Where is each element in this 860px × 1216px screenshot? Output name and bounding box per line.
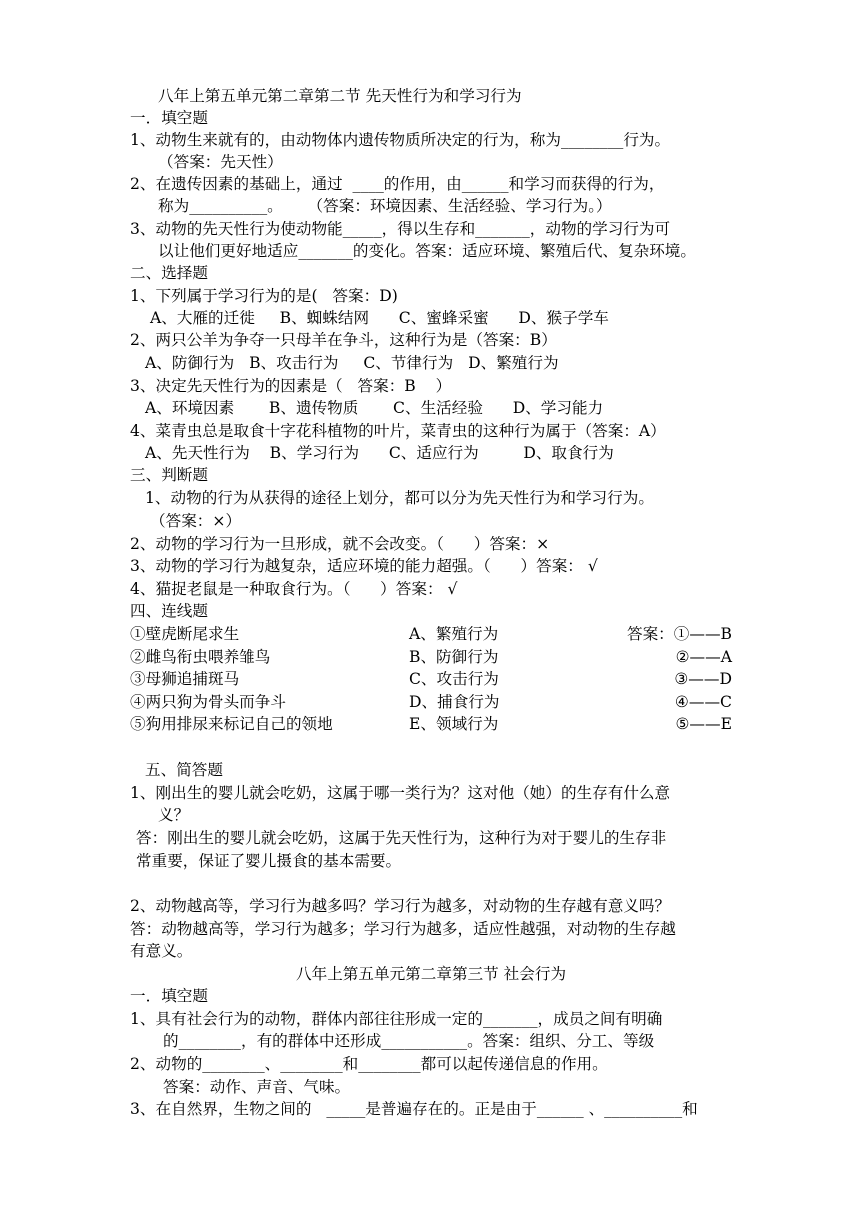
choice-q1-options: A、大雁的迁徙 B、蜘蛛结网 C、蜜蜂采蜜 D、猴子学车 (150, 309, 609, 327)
s2-fill-q1: 1、具有社会行为的动物，群体内部往往形成一定的_______，成员之间有明确 (130, 1010, 663, 1028)
match-answer-5: ⑤——E (675, 715, 732, 733)
short-a2-cont: 有意义。 (130, 942, 193, 960)
match-middle-1: A、繁殖行为 (409, 625, 499, 643)
choice-q4-options: A、先天性行为 B、学习行为 C、适应行为 D、取食行为 (145, 444, 614, 462)
s2-fill-q2: 2、动物的________、________和________都可以起传递信息的作用。 (130, 1055, 608, 1073)
s2-fill-q3: 3、在自然界，生物之间的 _____是普遍存在的。正是由于______ 、__________和 (130, 1100, 698, 1118)
fill-q3: 3、动物的先天性行为使动物能_____，得以生存和_______，动物的学习行为可 (130, 220, 671, 238)
short-a2: 答：动物越高等，学习行为越多；学习行为越多，适应性越强，对动物的生存越 (130, 920, 676, 938)
fill-q2: 2、在遗传因素的基础上，通过 ____的作用，由______和学习而获得的行为， (130, 175, 665, 193)
choice-heading: 二、选择题 (130, 264, 208, 282)
s2-fill-heading: 一．填空题 (130, 987, 208, 1005)
choice-q3: 3、决定先天性行为的因素是（ 答案：B ） (130, 377, 452, 395)
choice-q4: 4、菜青虫总是取食十字花科植物的叶片，菜青虫的这种行为属于（答案：A） (130, 422, 666, 440)
match-answer-2: ②——A (675, 648, 732, 666)
short-a1: 答：刚出生的婴儿就会吃奶，这属于先天性行为，这种行为对于婴儿的生存非 (136, 829, 667, 847)
match-left-3: ③母狮追捕斑马 (130, 670, 240, 688)
short-a1-cont: 常重要，保证了婴儿摄食的基本需要。 (136, 852, 402, 870)
judge-q1-answer: （答案：×） (150, 512, 242, 530)
match-answer-4: ④——C (674, 693, 732, 711)
section2-title: 八年上第五单元第二章第三节 社会行为 (296, 965, 567, 983)
s2-fill-q2-answer: 答案：动作、声音、气味。 (163, 1078, 351, 1096)
fill-q1-answer: （答案：先天性） (158, 153, 283, 171)
match-left-5: ⑤狗用排尿来标记自己的领地 (130, 715, 333, 733)
match-middle-2: B、防御行为 (409, 648, 499, 666)
s2-fill-q1-cont: 的________，有的群体中还形成___________。答案：组织、分工、等级 (163, 1032, 655, 1050)
match-left-4: ④两只狗为骨头而争斗 (130, 693, 286, 711)
match-answer-1: 答案：①——B (626, 625, 732, 643)
match-left-2: ②雌鸟衔虫喂养雏鸟 (130, 648, 271, 666)
judge-q3: 3、动物的学习行为越复杂，适应环境的能力超强。（ ）答案： √ (130, 557, 598, 575)
short-q1-cont: 义？ (158, 806, 190, 824)
match-heading: 四、连线题 (130, 602, 208, 620)
match-middle-3: C、攻击行为 (409, 670, 499, 688)
choice-q3-options: A、环境因素 B、遗传物质 C、生活经验 D、学习能力 (145, 399, 604, 417)
choice-q2-options: A、防御行为 B、攻击行为 C、节律行为 D、繁殖行为 (145, 354, 559, 372)
fill-q1: 1、动物生来就有的，由动物体内遗传物质所决定的行为，称为________行为。 (130, 131, 671, 149)
fill-heading: 一．填空题 (130, 109, 208, 127)
choice-q1: 1、下列属于学习行为的是( 答案：D) (130, 287, 398, 305)
short-q2: 2、动物越高等，学习行为越多吗？学习行为越多，对动物的生存越有意义吗？ (130, 897, 671, 915)
section1-title: 八年上第五单元第二章第二节 先天性行为和学习行为 (158, 87, 522, 105)
match-middle-4: D、捕食行为 (409, 693, 500, 711)
choice-q2: 2、两只公羊为争夺一只母羊在争斗，这种行为是（答案：B） (130, 331, 557, 349)
judge-q2: 2、动物的学习行为一旦形成，就不会改变。（ ）答案：× (130, 535, 550, 553)
match-left-1: ①壁虎断尾求生 (130, 625, 240, 643)
short-q1: 1、刚出生的婴儿就会吃奶，这属于哪一类行为？这对他（她）的生存有什么意 (130, 784, 671, 802)
short-heading: 五、简答题 (145, 761, 223, 779)
judge-heading: 三、判断题 (130, 466, 208, 484)
fill-q3-cont: 以让他们更好地适应_______的变化。答案：适应环境、繁殖后代、复杂环境。 (158, 242, 696, 260)
judge-q1: 1、动物的行为从获得的途径上划分，都可以分为先天性行为和学习行为。 (145, 489, 654, 507)
fill-q2-cont: 称为__________。 （答案：环境因素、生活经验、学习行为。） (158, 197, 612, 215)
match-answer-3: ③——D (674, 670, 732, 688)
judge-q4: 4、猫捉老鼠是一种取食行为。（ ）答案： √ (130, 580, 458, 598)
match-middle-5: E、领域行为 (409, 715, 499, 733)
